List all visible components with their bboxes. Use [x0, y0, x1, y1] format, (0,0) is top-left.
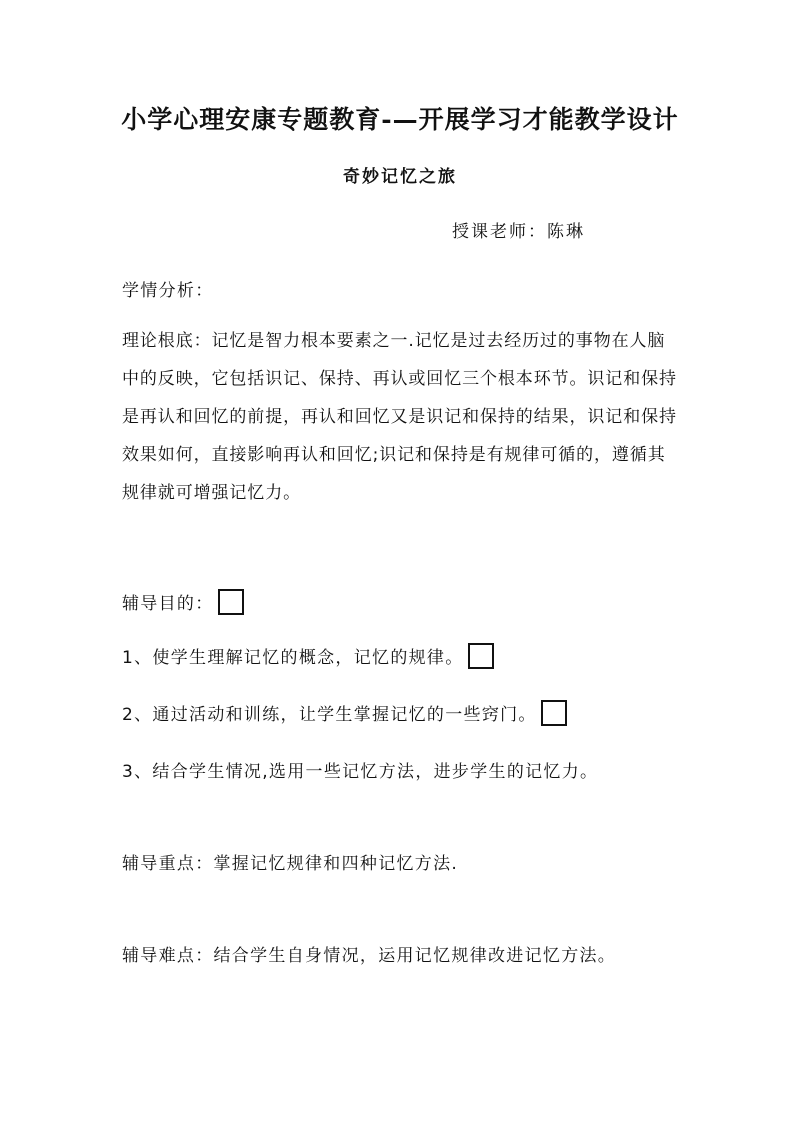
theory-paragraph: 理论根底：记忆是智力根本要素之一.记忆是过去经历过的事物在人脑中的反映，它包括识记、保持、再认或回忆三个根本环节。识记和保持是再认和回忆的前提，再认和回忆又是识记和保持的结果，识记和保持效果如何，直接影响再认和回忆;识记和保持是有规律可循的，遵循其规律就可增强记忆力。 — [122, 331, 677, 503]
teacher-line: 授课老师：陈琳 — [452, 222, 585, 242]
goals-heading-row — [122, 589, 244, 617]
goals-heading: 辅导目的： — [122, 594, 214, 614]
goal-item-3: 3、结合学生情况,选用一些记忆方法，进步学生的记忆力。 — [122, 762, 599, 782]
checkbox[interactable] — [541, 700, 567, 726]
difficulty-point: 辅导难点：结合学生自身情况，运用记忆规律改进记忆方法。 — [122, 946, 617, 966]
analysis-heading: 学情分析： — [122, 281, 214, 301]
checkbox[interactable] — [468, 643, 494, 669]
goal-item-2: 2、通过活动和训练，让学生掌握记忆的一些窍门。 — [122, 705, 537, 725]
checkbox[interactable] — [218, 589, 244, 615]
key-point: 辅导重点：掌握记忆规律和四种记忆方法. — [122, 854, 459, 874]
goal-item-2-row — [122, 700, 567, 728]
goal-item-1: 1、使学生理解记忆的概念，记忆的规律。 — [122, 648, 464, 668]
document-title: 小学心理安康专题教育-—开展学习才能教学设计 — [121, 105, 679, 134]
document-subtitle: 奇妙记忆之旅 — [343, 167, 457, 187]
goal-item-1-row — [122, 643, 494, 671]
